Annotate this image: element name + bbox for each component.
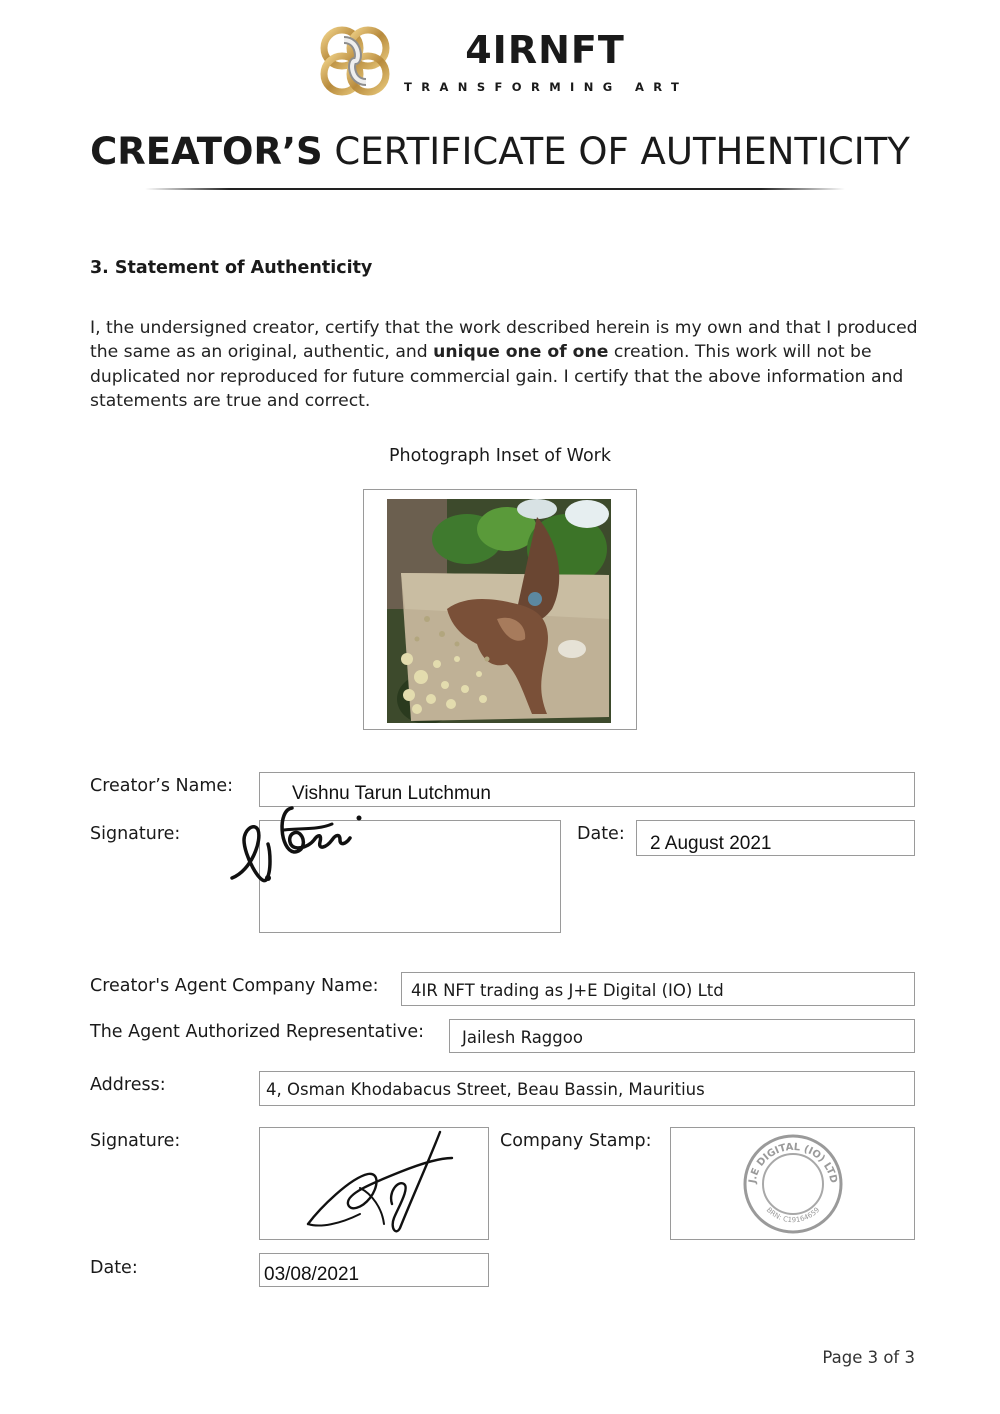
svg-text:BRN: C19164659 [765,1206,822,1224]
agent-signature-icon [300,1128,460,1236]
brand-logo-icon [316,22,394,100]
agent-representative-value: Jailesh Raggoo [462,1028,583,1047]
statement-text-bold: unique one of one [433,342,609,363]
brand-tagline: TRANSFORMING ART [404,80,689,94]
creator-date-value: 2 August 2021 [650,833,772,854]
agent-address-field[interactable] [259,1071,915,1106]
title-bold: CREATOR’S [90,130,323,173]
agent-representative-label: The Agent Authorized Representative: [90,1022,425,1042]
agent-date-value: 03/08/2021 [264,1264,360,1285]
statement-paragraph [90,316,920,413]
company-stamp-field[interactable] [670,1127,915,1240]
certificate-title [0,130,1000,173]
creator-signature-icon [222,800,372,900]
agent-address-value: 4, Osman Khodabacus Street, Beau Bassin, Mauritius [266,1080,705,1099]
stamp-brn: BRN: C19164659 [764,1205,822,1225]
agent-signature-field[interactable] [259,1127,489,1240]
agent-company-label: Creator's Agent Company Name: [90,976,379,996]
section-heading: 3. Statement of Authenticity [90,258,373,278]
page-number: Page 3 of 3 [822,1348,915,1367]
creator-date-label: Date: [577,824,625,844]
creator-signature-label: Signature: [90,824,181,844]
creator-name-value: Vishnu Tarun Lutchmun [292,783,491,804]
artwork-photo [387,499,611,723]
agent-representative-field[interactable] [449,1019,915,1053]
statement-text-before: I, the undersigned creator, certify that the work described herein is my own and that I produced the same as an original, authentic, and [90,318,918,363]
stamp-text: J.E DIGITAL (IO) LTD [747,1141,839,1185]
company-stamp-icon [741,1132,845,1236]
agent-date-field[interactable] [259,1253,489,1287]
agent-company-value: 4IR NFT trading as J+E Digital (IO) Ltd [411,981,724,1000]
agent-date-label: Date: [90,1258,138,1278]
title-divider [145,188,845,190]
brand-name: 4IRNFT [465,28,625,72]
company-stamp-label: Company Stamp: [500,1131,652,1151]
photo-caption: Photograph Inset of Work [388,446,611,466]
creator-name-label: Creator’s Name: [90,776,234,796]
statement-text-after: creation. This work will not be duplicated nor reproduced for future commercial gain. I certify that the above information and statements are true and correct. [90,342,904,411]
title-rest: CERTIFICATE OF AUTHENTICITY [322,130,910,173]
agent-signature-label: Signature: [90,1131,181,1151]
agent-address-label: Address: [90,1075,166,1095]
creator-date-field[interactable] [636,820,915,856]
agent-company-field[interactable] [401,972,915,1006]
